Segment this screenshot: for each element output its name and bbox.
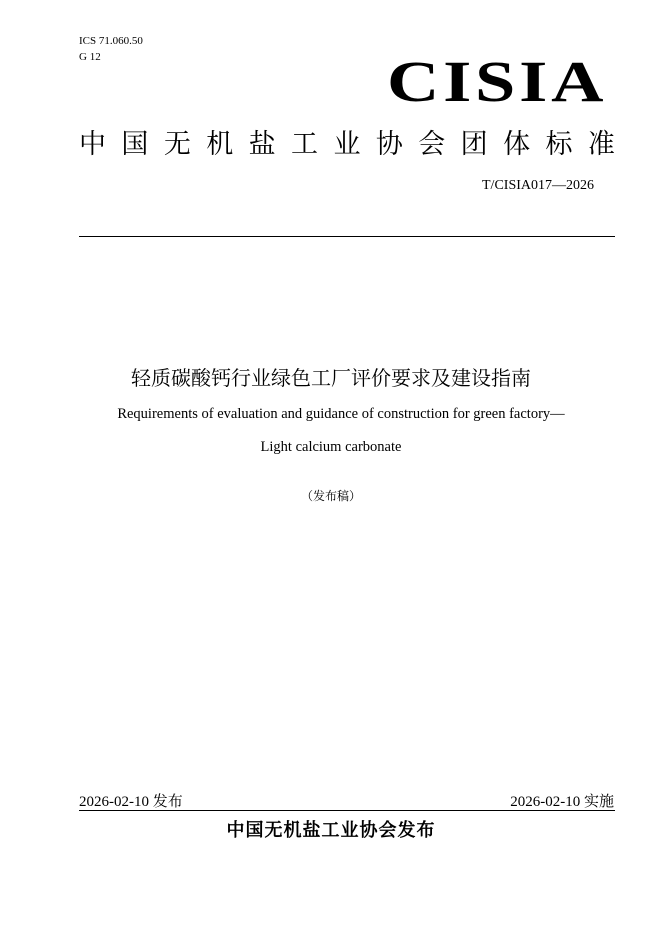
footer-divider	[79, 810, 615, 811]
association-char: 团	[460, 129, 488, 160]
association-char: 无	[163, 129, 191, 160]
english-title-line-2: Light calcium carbonate	[260, 439, 402, 455]
header-divider	[79, 236, 615, 237]
implement-date: 2026-02-10 实施	[510, 794, 614, 810]
association-char: 业	[333, 129, 361, 160]
publish-date: 2026-02-10 发布	[79, 794, 183, 810]
association-char: 会	[418, 129, 446, 160]
association-char: 工	[291, 129, 319, 160]
association-char: 国	[121, 129, 149, 160]
cisia-logo: CISIA	[386, 49, 607, 114]
association-char: 中	[79, 129, 106, 160]
association-standard-heading	[79, 127, 615, 163]
draft-status: （发布稿）	[300, 489, 361, 503]
association-char: 标	[545, 129, 573, 160]
classification-codes	[79, 33, 143, 65]
association-char: 机	[206, 129, 234, 160]
association-char: 协	[375, 129, 403, 160]
association-char: 盐	[248, 129, 276, 160]
association-char: 准	[587, 129, 615, 160]
association-char: 体	[503, 129, 531, 160]
ccs-code: G 12	[79, 51, 101, 63]
chinese-title: 轻质碳酸钙行业绿色工厂评价要求及建设指南	[131, 366, 531, 390]
publisher-line: 中国无机盐工业协会发布	[226, 820, 436, 841]
ics-code: ICS 71.060.50	[79, 35, 143, 47]
standard-number: T/CISIA017—2026	[482, 178, 594, 193]
english-title-line-1: Requirements of evaluation and guidance of construction for green factory—	[117, 406, 565, 422]
